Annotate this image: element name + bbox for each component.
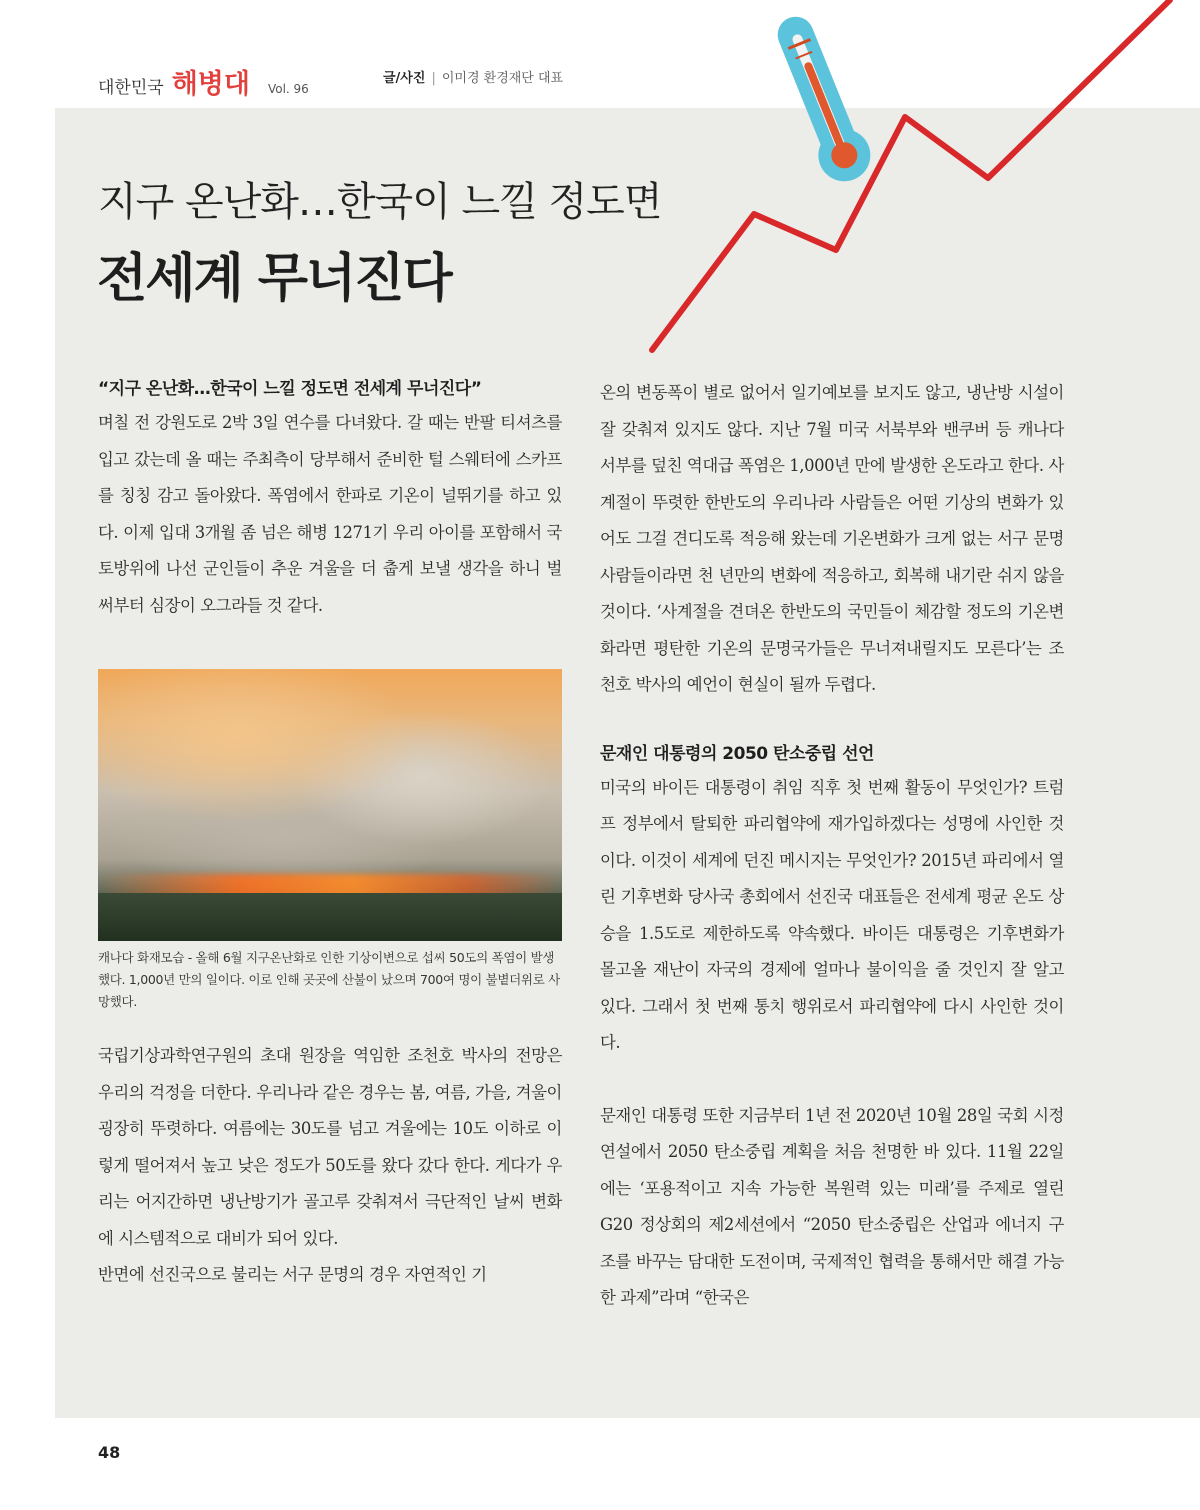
forest-band <box>98 893 562 941</box>
left-column <box>98 375 562 1294</box>
article-title-line1: 지구 온난화…한국이 느낄 정도면 <box>98 179 662 225</box>
byline-label: 글/사진 <box>383 71 426 86</box>
magazine-name: 해병대 <box>171 69 250 100</box>
article-title-line2: 전세계 무너진다 <box>97 249 451 309</box>
magazine-header <box>98 62 309 100</box>
right-paragraph-3: 문재인 대통령 또한 지금부터 1년 전 2020년 10월 28일 국회 시정연설에서 2050 탄소중립 계획을 처음 천명한 바 있다. 11월 22일에는 ‘포용적이고 지속 가능한 복원력 있는 미래’를 주제로 열린 G20 정상회의 제2세션에서 “2050 탄소중립은 산업과 에너지 구조를 바꾸는 담대한 도전이며, 국제적인 협력을 통해서만 해결 가능한 과제”라며 “한국은 <box>600 1105 1064 1307</box>
left-paragraph-1: 며칠 전 강원도로 2박 3일 연수를 다녀왔다. 갈 때는 반팔 티셔츠를 입고 갔는데 올 때는 주최측이 당부해서 준비한 털 스웨터에 스카프를 칭칭 감고 돌아왔다. 폭염에서 한파로 기온이 널뛰기를 하고 있다. 이제 입대 3개월 좀 넘은 해병 1271기 우리 아이를 포함해서 국토방위에 나선 군인들이 추운 겨울을 더 춥게 보낼 생각을 하니 벌써부터 심장이 오그라들 것 같다. <box>98 413 562 615</box>
page-number: 48 <box>98 1443 121 1462</box>
byline-author: 이미경 환경재단 대표 <box>441 71 564 86</box>
left-paragraph-3: 반면에 선진국으로 불리는 서구 문명의 경우 자연적인 기 <box>98 1265 487 1284</box>
right-subhead: 문재인 대통령의 2050 탄소중립 선언 <box>600 743 874 764</box>
magazine-volume: Vol. 96 <box>267 82 309 96</box>
right-paragraph-1: 온의 변동폭이 별로 없어서 일기예보를 보지도 않고, 냉난방 시설이 잘 갖춰져 있지도 않다. 지난 7월 미국 서북부와 밴쿠버 등 캐나다 서부를 덮친 역대급 폭염은 1,000년 만에 발생한 온도라고 한다. 사계절이 뚜렷한 한반도의 우리나라 사람들은 어떤 기상의 변화가 있어도 그걸 견디도록 적응해 왔는데 기온변화가 크게 없는 서구 문명 사람들이라면 천 년만의 변화에 적응하고, 회복해 내기란 쉬지 않을 것이다. ‘사계절을 견뎌온 한반도의 국민들이 체감할 정도의 기온변화라면 평탄한 기온의 문명국가들은 무너져내릴지도 모른다’는 조천호 박사의 예언이 현실이 될까 두렵다. <box>600 383 1064 694</box>
byline-separator: | <box>431 71 436 86</box>
right-paragraph-2: 미국의 바이든 대통령이 취임 직후 첫 번째 활동이 무엇인가? 트럼프 정부에서 탈퇴한 파리협약에 재가입하겠다는 성명에 사인한 것이다. 이것이 세계에 던진 메시지는 무엇인가? 2015년 파리에서 열린 기후변화 당사국 총회에서 선진국 대표들은 전세계 평균 온도 상승을 1.5도로 제한하도록 약속했다. 바이든 대통령은 기후변화가 몰고올 재난이 자국의 경제에 얼마나 불이익을 줄 것인지 잘 알고 있다. 그래서 첫 번째 통치 행위로서 파리협약에 다시 사인한 것이다. <box>600 777 1064 1052</box>
wildfire-photo <box>98 669 562 941</box>
byline <box>383 67 563 86</box>
left-paragraph-2: 국립기상과학연구원의 초대 원장을 역임한 조천호 박사의 전망은 우리의 걱정을 더한다. 우리나라 같은 경우는 봄, 여름, 가을, 겨울이 굉장히 뚜렷하다. 여름에는 30도를 넘고 겨울에는 10도 이하로 이렇게 떨어져서 높고 낮은 정도가 50도를 왔다 갔다 한다. 게다가 우리는 어지간하면 냉난방기가 골고루 갖춰져서 극단적인 날씨 변화에 시스템적으로 대비가 되어 있다. <box>98 1046 562 1248</box>
section-gap <box>600 704 1064 740</box>
left-subhead: “지구 온난화…한국이 느낄 정도면 전세계 무너진다” <box>98 379 482 399</box>
section-gap <box>600 1062 1064 1098</box>
right-column <box>600 375 1064 1317</box>
photo-caption: 캐나다 화재모습 - 올해 6월 지구온난화로 인한 기상이변으로 섭씨 50도의 폭염이 발생했다. 1,000년 만의 일이다. 이로 인해 곳곳에 산불이 났으며 700여 명이 불볕더위로 사망했다. <box>98 950 560 1009</box>
magazine-prefix: 대한민국 <box>98 78 164 98</box>
